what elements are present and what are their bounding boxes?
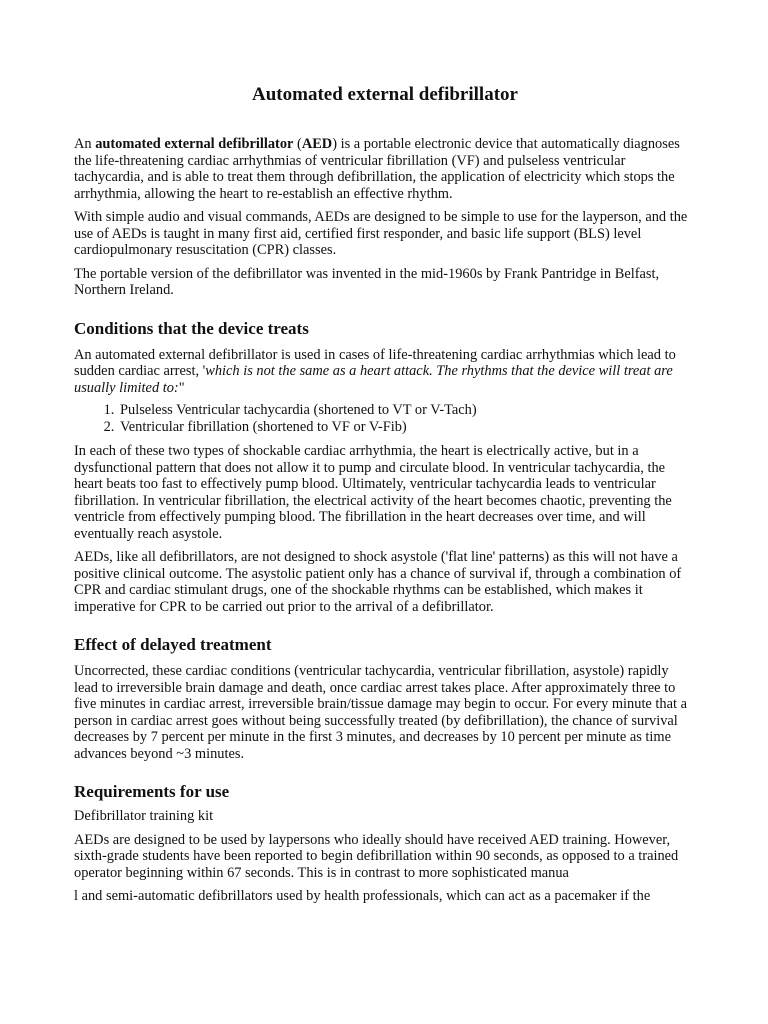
- intro-open: (: [293, 136, 302, 152]
- list-item: 1. Pulseless Ventricular tachycardia (shortened to VT or V-Tach): [118, 402, 696, 419]
- intro-abbr: AED: [301, 136, 333, 152]
- intro-paragraph-2: With simple audio and visual commands, AEDs are designed to be simple to use for the layperson, and the use of AEDs is taught in many first aid, certified first responder, and basic life support (BLS) level cardiopulmonary resuscitation (CPR) classes.: [74, 209, 688, 258]
- requirements-heading: Requirements for use: [74, 782, 230, 801]
- intro-term: automated external defibrillator: [95, 136, 294, 152]
- conditions-heading: Conditions that the device treats: [74, 318, 309, 338]
- intro-paragraph-1: [74, 136, 696, 202]
- intro-rest: ) is a portable electronic device that automatically diagnoses the life-threatening cardiac arrhythmias of ventricular fibrillation (VF) and pulseless ventricular tachycardia, and is able to treat them through defibrillation, the application of electricity which stops the arrhythmia, allowing the heart to re-establish an effective rhythm.: [74, 136, 680, 202]
- conditions-p1-normal: An automated external defibrillator is used in cases of life-threatening cardiac arrhythmias which lead to sudden cardiac arrest, ': [74, 346, 676, 379]
- conditions-paragraph-2: In each of these two types of shockable cardiac arrhythmia, the heart is electrically active, but in a dysfunctional pattern that does not allow it to pump and circulate blood. In ventricular tachycardia, the heart beats too fast to effectively pump blood. Ultimately, ventricular tachycardia leads to ventricular fibrillation. In ventricular fibrillation, the electrical activity of the heart becomes chaotic, preventing the ventricle from effectively pumping blood. The fibrillation in the heart decreases over time, and will eventually reach asystole.: [74, 443, 672, 542]
- conditions-paragraph-1: [74, 347, 696, 397]
- conditions-paragraph-3: AEDs, like all defibrillators, are not designed to shock asystole ('flat line' patterns) as this will not have a positive clinical outcome. The asystolic patient only has a chance of survival if, through a combination of CPR and cardiac stimulant drugs, one of the shockable rhythms can be established, which makes it imperative for CPR to be carried out prior to the arrival of a defibrillator.: [74, 549, 682, 615]
- shockable-rhythms-list: [74, 402, 696, 435]
- requirements-paragraph-2: AEDs are designed to be used by laypersons who ideally should have received AED training. However, sixth-grade students have been reported to begin defibrillation within 90 seconds, as opposed to a trained operator beginning within 67 seconds. This is in contrast to more sophisticated manua: [74, 831, 679, 881]
- conditions-p1-tail: ": [178, 379, 185, 396]
- delayed-paragraph-1: Uncorrected, these cardiac conditions (ventricular tachycardia, ventricular fibrillation, asystole) rapidly lead to irreversible brain damage and death, once cardiac arrest takes place. After approximately three to five minutes in cardiac arrest, irreversible brain/tissue damage may begin to occur. For every minute that a person in cardiac arrest goes without being successfully treated (by defibrillation), the chance of survival decreases by 7 percent per minute in the first 3 minutes, and decreases by 10 percent per minute as time advances beyond ~3 minutes.: [74, 663, 687, 762]
- delayed-treatment-heading: Effect of delayed treatment: [74, 635, 272, 654]
- requirements-paragraph-1: Defibrillator training kit: [74, 808, 214, 824]
- intro-paragraph-3: The portable version of the defibrillator was invented in the mid-1960s by Frank Pantridge in Belfast, Northern Ireland.: [74, 265, 660, 298]
- conditions-p1-italic: which is not the same as a heart attack. The rhythms that the device will treat are usually limited to:: [74, 363, 673, 396]
- requirements-paragraph-3: l and semi-automatic defibrillators used by health professionals, which can act as a pacemaker if the: [74, 888, 651, 904]
- list-item: 2. Ventricular fibrillation (shortened to VF or V-Fib): [118, 419, 696, 436]
- page-title: Automated external defibrillator: [252, 84, 518, 105]
- intro-lead: An: [74, 136, 96, 152]
